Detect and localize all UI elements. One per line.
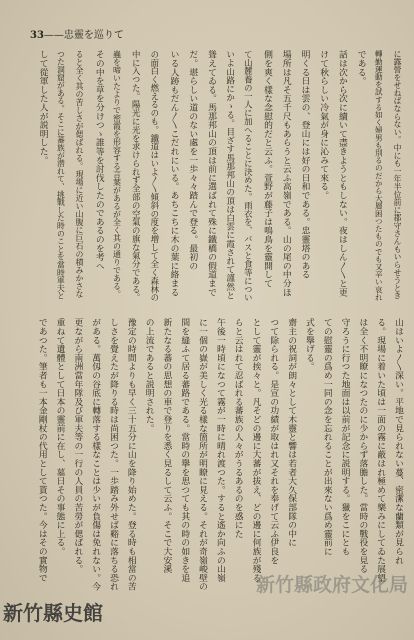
text-column: であつた。筆者も一本金剛杖の代用として貰つた。今はその實物で [36,318,47,582]
lower-text-tier [32,318,409,600]
text-column: 轉勤運動を試する如く婦男も別るのだから大層困つたものでも又辛い哀れ [374,50,384,301]
text-column: 明くる日は雲の、登山には好の日和である。忠靈塔のある [299,50,310,279]
text-column: る。現場に着いた頃は一面の霧に蔽はれ極めて樂みにしてゐた展望 [375,318,386,582]
text-column: 守ろうに行つた地面は以前が記念に説明する。獵をこにとも [339,318,350,556]
text-column: 話は次から次に續いて盡きようともしない。夜はしん〳〵と更 [336,50,347,297]
text-column: いよ山路にかゝる。目ざす馬那邦山の頂は白雲に霞されて謹然と [224,50,235,300]
page-number: 33 [30,30,44,41]
running-header [30,30,124,42]
text-column: 重ねて遺體として日本の靈前に在し、墓日その事態に上る。 [54,318,65,556]
text-column: して從軍した人が説明した。 [37,50,48,165]
text-column: 齋主の祝詞が朗々として木靈と響は若者大久保部隊の中に [286,318,297,547]
text-column: けて秋らしい冷氣が身に沁みて來る。 [318,50,329,200]
text-column: に一個の嶽が美しく光る樣な箇所が明瞭に見える。それが奇嶺峻壁の [197,318,208,591]
text-column: 山はいよ〳〵深い。平地で見られない蔓、密潔な蘭類が見られ [393,318,403,565]
text-column: 中に入つた。陽光に光を求けられず全部の空氣の旗な氣分である。 [131,50,142,302]
text-column: に露營をせねばならない。中にも一年半位前に郡守さんもいらせうとき [393,50,402,300]
text-column: 聳えてゐる。馬那邦山の頂は前に選ばれて殊に鐵橋の假道まで [205,50,216,297]
text-column: の上流であると説明された。 [143,318,154,433]
text-column: 豫定の時間よりも早く三十五分に山を降り始めた。登る時も相當の苦 [125,318,136,591]
upper-text-tier [32,50,406,302]
watermark-stamp-culture-bureau: 新竹縣政府文化局 [256,574,409,596]
text-column: として靈が挨々と。凡そどの邊に大蕃が拔え、どの邊に何族が殘る [250,318,261,582]
text-column: て山麓養の一人に加へることに決めた。雨衣を、バスと食等につい [243,50,254,302]
chapter-title: 忠靈を巡りて [63,30,124,41]
text-column: つて除られる。是宣の功績が取はれ又それを奉げて云ふ伊良を [268,318,279,565]
text-column: 午後一時頃になつて霧が一時に晴れ渡つた。すると遙か向ふの山嶺 [214,318,225,582]
text-column: 更ながら南洲當年隊及び軍夫等の一行の人員の苦勞が偲ばれる。 [72,318,83,574]
text-column: しさを覺えたが降りる時は尚困つた。一歩踏み外せば谿に落ちる恐れ [108,318,118,591]
text-column: 新たなる蕃の思想の車で登りを悉く見るして云ふ。そこで大安溪 [161,318,172,574]
text-column: その中を草を分けつゝ誰等を討伐したのであるのを考へ [93,50,104,270]
text-column: 間を縫ふて居る蕃路である。當時の擧を思つても其の時の如きを追 [179,318,190,582]
text-column: は全く不明瞭になつたのに少からず落膽した。當時の戰役を見る [357,318,368,574]
text-column: の面白く燃えるのも。鐵道はいよ〳〵傾斜の度を増して全く森林の [149,50,160,302]
text-column: ての慰靈の爲め一同の念を忘れることが出來ない爲め靈前に [321,318,332,556]
text-column: 式を擧げる。 [303,318,314,371]
text-column: 蟲を啼いたよりで密霞を形容する言葉があるが全く其の通りである。 [112,50,122,298]
watermark-stamp-county-history-museum: 新竹縣史館 [3,601,103,625]
header-separator: —— [43,30,64,41]
text-column: だ。堪らしい道のない處を一歩々々踏んで登る。最初の [187,50,198,270]
text-column: である。 [355,50,366,86]
text-column: ると全く其の苦しさが偲ばれる。現場に近い山腹に巨石の積みかさな [75,50,85,298]
text-column: つた洞窟がある。そこに蕃族が潜れて、挑戰した時のことを當時軍夫と [56,50,66,300]
text-column: らと云はれて忍ばれる蕃族の人々がうるあるのを惑にた [232,318,243,538]
text-column: がある。萬仭の谷底に轉落する樣なことは少いが負傷は免れない。今 [90,318,101,591]
text-column: 側を爽く樣な念慰的だと云ふ。萱野が藤子は鳴鳥を靈開して [262,50,273,288]
text-column: 場所は凡そ五千尺もあらうと云ふ高嶺である。山の尾の中分ほ [280,50,291,297]
text-column: いる人跡もだん〳〵こだれにいる。あちこちに木の葉に絡まる [168,50,179,297]
